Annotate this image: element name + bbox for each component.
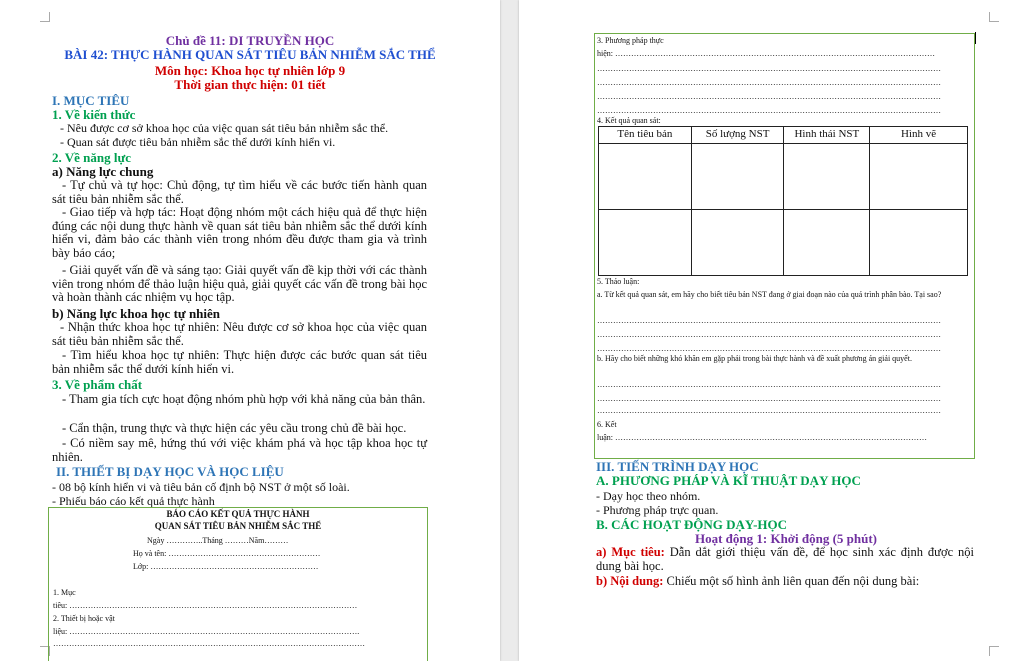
content-label: b) Nội dung: — [596, 574, 664, 588]
subsection-heading: a) Năng lực chung — [52, 164, 154, 179]
duration-line: Thời gian thực hiện: 01 tiết — [174, 77, 326, 92]
quality-paragraph: - Có niềm say mê, hứng thú với việc khám phá và học tập khoa học tự nhiên. — [52, 436, 427, 464]
report-field-label: 5. Thảo luận: — [597, 277, 640, 286]
knowledge-item: - Nêu được cơ sở khoa học của việc quan sát tiêu bản nhiễm sắc thể. — [60, 121, 389, 135]
margin-corner-mark — [989, 646, 999, 656]
dotted-answer-line: ………………………………………………………………………………………………………………… — [597, 330, 941, 339]
table-header-cell: Số lượng NST — [691, 127, 784, 144]
content-text: Chiếu một số hình ảnh liên quan đến nội dung bài: — [666, 574, 920, 588]
report-form-continued — [594, 33, 975, 459]
competency-paragraph: - Nhận thức khoa học tự nhiên: Nêu được cơ sở khoa học của việc quan sát tiêu bản nhiễm sắc thể. — [52, 320, 427, 348]
discussion-question: b. Hãy cho biết những khó khăn em gặp phải trong bài thực hành và đề xuất phương án giải quyết. — [597, 354, 912, 363]
report-form-box — [48, 507, 428, 661]
table-cell[interactable] — [784, 210, 870, 276]
equipment-item: - Phiếu báo cáo kết quả thực hành — [52, 494, 215, 508]
activity-heading: Hoạt động 1: Khởi động (5 phút) — [694, 531, 878, 546]
equipment-item: - 08 bộ kính hiển vi và tiêu bản cố định bộ NST ở một số loài. — [52, 480, 350, 494]
topic-title: Chủ đề 11: DI TRUYỀN HỌC — [165, 33, 335, 48]
competency-paragraph: - Tìm hiểu khoa học tự nhiên: Thực hiện được các bước quan sát tiêu bản nhiễm sắc thể dưới kính hiển vi. — [52, 348, 427, 376]
report-field-line: hiện: ………………………………………………………………………………………………………… — [597, 49, 935, 58]
table-cell[interactable] — [870, 210, 968, 276]
lesson-title: BÀI 42: THỰC HÀNH QUAN SÁT TIÊU BẢN NHIỄM SẮC THỂ — [64, 47, 436, 62]
table-cell[interactable] — [599, 210, 692, 276]
method-item: - Dạy học theo nhóm. — [596, 489, 701, 503]
dotted-answer-line: ………………………………………………………………………………………………………………… — [597, 92, 941, 101]
section-heading: II. THIẾT BỊ DẠY HỌC VÀ HỌC LIỆU — [56, 464, 284, 479]
content-paragraph — [596, 575, 974, 589]
report-field-label: 3. Phương pháp thực — [597, 36, 664, 45]
goal-text: Dẫn dắt giới thiệu vấn đề, để học sinh xác định được nội dung bài học. — [596, 545, 975, 573]
report-name-field: Họ và tên: ………………………………………………… — [133, 549, 321, 558]
report-field-line: tiêu: ……………………………………………………………………………………………… — [53, 601, 358, 610]
subject-line: Môn học: Khoa học tự nhiên lớp 9 — [154, 63, 346, 78]
report-class-field: Lớp: ……………………………………………………… — [133, 562, 319, 571]
section-heading: III. TIẾN TRÌNH DẠY HỌC — [596, 459, 759, 474]
report-field-label: 1. Mục — [53, 588, 76, 597]
report-field-label: 4. Kết quả quan sát: — [597, 116, 661, 125]
observation-table — [598, 126, 968, 276]
report-subtitle: QUAN SÁT TIÊU BẢN NHIỄM SẮC THỂ — [154, 521, 322, 531]
report-field-line: ……………………………………………………………………………………………………… — [53, 639, 365, 648]
report-title: BÁO CÁO KẾT QUẢ THỰC HÀNH — [166, 509, 310, 519]
dotted-answer-line: ………………………………………………………………………………………………………………… — [597, 78, 941, 87]
table-cell[interactable] — [784, 144, 870, 210]
quality-paragraph: - Cẩn thận, trung thực và thực hiện các yêu cầu trong chủ đề bài học. — [62, 421, 407, 435]
discussion-question: a. Từ kết quả quan sát, em hãy cho biết tiêu bản NST đang ở giai đoạn nào của quá trình phân bào. Tại sao? — [597, 290, 942, 299]
goal-label: a) Mục tiêu: — [596, 545, 665, 559]
margin-corner-mark — [40, 12, 50, 22]
dotted-answer-line: ………………………………………………………………………………………………………………… — [597, 344, 941, 353]
method-item: - Phương pháp trực quan. — [596, 503, 719, 517]
dotted-answer-line: ………………………………………………………………………………………………………………… — [597, 316, 941, 325]
table-header-cell: Tên tiêu bản — [599, 127, 692, 144]
subsection-heading: 2. Về năng lực — [52, 150, 132, 165]
table-cell[interactable] — [870, 144, 968, 210]
competency-paragraph: - Tự chủ và tự học: Chủ động, tự tìm hiểu về các bước tiến hành quan sát tiêu bản nhiễm sắc thể. — [52, 178, 427, 206]
report-field-line: liệu: ………………………………………………………………………………………………. — [53, 627, 360, 636]
report-date-field: Ngày …………..Tháng ………Năm……… — [147, 536, 289, 545]
report-field-line: luận: ……………………………………………………………………………………………………… — [597, 433, 927, 442]
table-cell[interactable] — [599, 144, 692, 210]
table-header-cell: Hình thái NST — [784, 127, 870, 144]
document-page-right[interactable] — [519, 0, 1023, 661]
report-field-label: 2. Thiết bị hoặc vật — [53, 614, 115, 623]
competency-paragraph: - Giải quyết vấn đề và sáng tạo: Giải quyết vấn đề kịp thời với các thành viên trong nhóm để thảo luận hiệu quả, giải quyết các vấn đề trong bài học và hoàn thành các nhiệm vụ học tập. — [52, 263, 427, 304]
dotted-answer-line: ………………………………………………………………………………………………………………… — [597, 106, 941, 115]
table-cell[interactable] — [691, 144, 784, 210]
knowledge-item: - Quan sát được tiêu bản nhiễm sắc thể dưới kính hiển vi. — [60, 135, 336, 149]
subsection-heading: B. CÁC HOẠT ĐỘNG DẠY-HỌC — [596, 517, 788, 532]
text-cursor — [975, 32, 976, 44]
dotted-answer-line: ………………………………………………………………………………………………………………… — [597, 394, 941, 403]
subsection-heading: 3. Về phẩm chất — [52, 377, 143, 392]
goal-paragraph — [596, 546, 974, 573]
dotted-answer-line: ………………………………………………………………………………………………………………… — [597, 380, 941, 389]
quality-paragraph: - Tham gia tích cực hoạt động nhóm phù hợp với khả năng của bản thân. — [62, 392, 426, 406]
dotted-answer-line: ………………………………………………………………………………………………………………… — [597, 406, 941, 415]
table-header-cell: Hình vẽ — [870, 127, 968, 144]
subsection-heading: b) Năng lực khoa học tự nhiên — [52, 306, 221, 321]
table-cell[interactable] — [691, 210, 784, 276]
report-field-label: 6. Kết — [597, 420, 617, 429]
section-heading: I. MỤC TIÊU — [52, 93, 130, 108]
competency-paragraph: - Giao tiếp và hợp tác: Hoạt động nhóm một cách hiệu quả để thực hiện đúng các nội dung thực hành về quan sát tiêu bản nhiễm sắc thể dưới kính hiển vi, đảm bảo các thành viên trong nhóm đều được tham gia và trình bày báo cáo; — [52, 205, 427, 260]
subsection-heading: A. PHƯƠNG PHÁP VÀ KĨ THUẬT DẠY HỌC — [596, 473, 861, 488]
margin-corner-mark — [989, 12, 999, 22]
document-page-left[interactable] — [0, 0, 500, 661]
subsection-heading: 1. Về kiến thức — [52, 107, 136, 122]
dotted-answer-line: ………………………………………………………………………………………………………………… — [597, 64, 941, 73]
